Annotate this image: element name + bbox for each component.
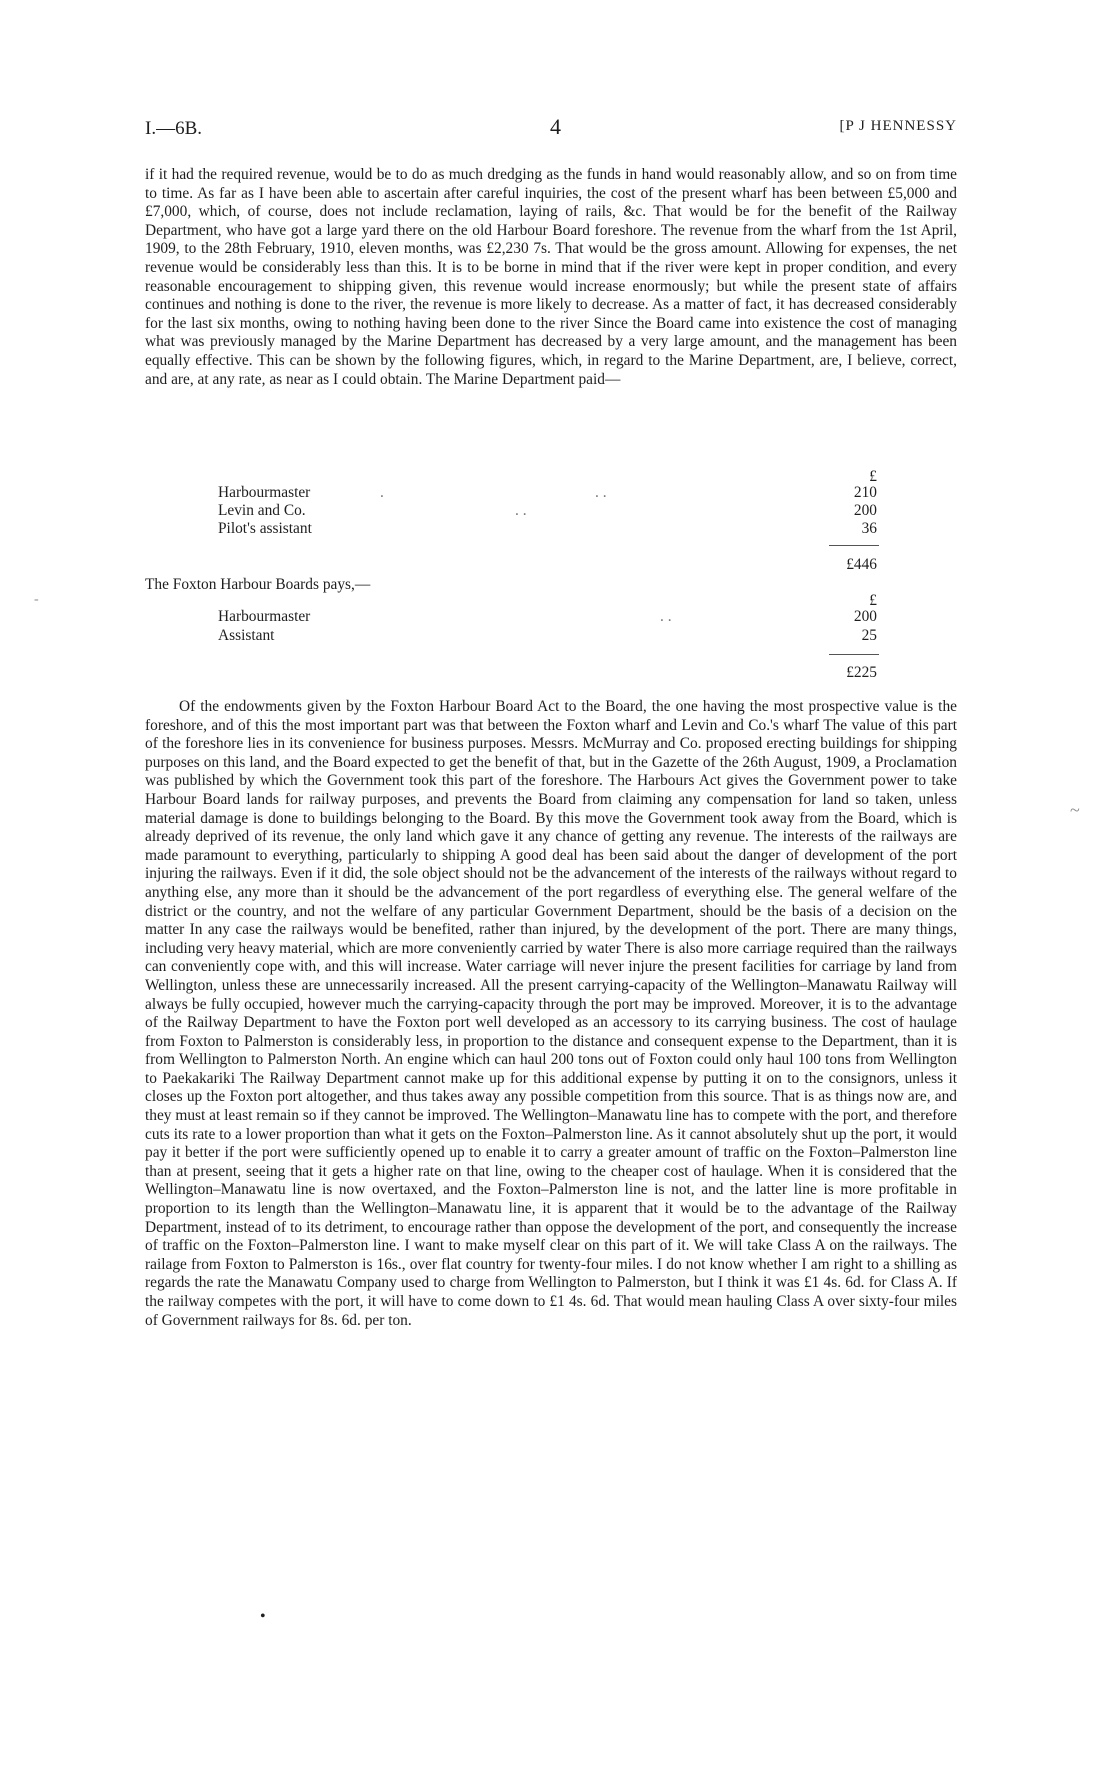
row-label: Harbourmaster xyxy=(218,608,311,625)
row-label: Pilot's assistant xyxy=(218,520,312,537)
row-label: Assistant xyxy=(218,627,275,644)
sum-rule xyxy=(829,545,879,546)
document-reference: I.—6B. xyxy=(145,118,202,139)
speaker-name: [P J HENNESSY xyxy=(839,118,957,134)
row-amount: 210 xyxy=(853,484,877,501)
row-label: Levin and Co. xyxy=(218,502,306,519)
table-total-row xyxy=(145,664,957,683)
leader-dots: . . xyxy=(595,484,607,501)
row-amount: 200 xyxy=(853,502,877,519)
leader-dots: . . xyxy=(515,502,527,519)
table-row xyxy=(145,627,957,646)
page-number: 4 xyxy=(550,114,561,139)
table-row xyxy=(145,502,957,521)
table-row xyxy=(145,608,957,627)
margin-mark: ~ xyxy=(1070,800,1080,820)
table-total-row xyxy=(145,556,957,575)
paragraph-1: if it had the required revenue, would be to do as much dredging as the funds in hand would reasonably allow, and so on from time to time. As far as I have been able to ascertain after careful inquiries, the cost of the present wharf has been between £5,000 and £7,000, which, of course, does not include reclamation, laying of rails, &c. That would be for the benefit of the Railway Department, who have got a large yard there on the old Harbour Board foreshore. The revenue from the wharf from the 1st April, 1909, to the 28th February, 1910, eleven months, was £2,230 7s. That would be the gross amount. Allowing for expenses, the net revenue would be considerably less than this. It is to be borne in mind that if the river were kept in proper condition, and every reasonable encouragement to shipping given, this revenue would increase enormously; but while the present state of affairs continues and nothing is done to the river, the revenue is more likely to decrease. As a matter of fact, it has decreased considerably for the last six months, owing to nothing having been done to the river Since the Board came into existence the cost of managing what was previously managed by the Marine Department has decreased by a very large amount, and the management has been equally effective. This can be shown by the following figures, which, in regard to the Marine Department, are, I believe, correct, and are, at any rate, as near as I could obtain. The Marine Department paid— xyxy=(145,166,957,388)
currency-symbol: £ xyxy=(869,592,877,609)
row-amount: 36 xyxy=(861,520,877,537)
sum-rule xyxy=(829,654,879,655)
page-header xyxy=(145,114,957,146)
leader-dots: . xyxy=(380,484,384,501)
table-total: £225 xyxy=(846,664,877,681)
row-amount: 200 xyxy=(853,608,877,625)
table-row xyxy=(145,520,957,539)
currency-symbol: £ xyxy=(869,468,877,485)
row-label: Harbourmaster xyxy=(218,484,311,501)
leader-dots: . . xyxy=(660,608,672,625)
paragraph-2: Of the endowments given by the Foxton Harbour Board Act to the Board, the one having the most prospective value is the foreshore, and of this the most important part was that between the Foxton wharf and Levin and Co.'s wharf The value of this part of the foreshore lies in its convenience for business purposes. Messrs. McMurray and Co. proposed erecting buildings for shipping purposes on this land, and the Board expected to get the benefit of that, but in the Gazette of the 26th August, 1909, a Proclamation was published by which the Government took this part of the foreshore. The Harbours Act gives the Government power to take Harbour Board lands for railway purposes, and prevents the Board from claiming any compensation for land so taken, unless material damage is done to buildings belonging to the Board. By this move the Government took away from the Board, which is already deprived of its revenue, the only land which gave it any chance of getting any revenue. The interests of the railways are made paramount to everything, particularly to shipping A good deal has been said about the danger of development of the port injuring the railways. Even if it did, the sole object should not be the advancement of the interests of the railways without regard to anything else, any more than it should be the advancement of the port regardless of everything else. The general welfare of the district or the country, and not the welfare of any particular Government Department, should be the basis of a decision on the matter In any case the railways would be benefited, rather than injured, by the development of the port. There are many things, including very heavy material, which are more conveniently carried by water There is also more carriage required than the railways can conveniently cope with, and this will increase. Water carriage will never injure the present facilities for carriage by land from Wellington, unless these are unnecessarily increased. All the present carrying-capacity of the Wellington–Manawatu Railway will always be fully occupied, however much the carrying-capacity through the port may be improved. Moreover, it is to the advantage of the Railway Department to have the Foxton port well developed as an accessory to its carrying business. The cost of haulage from Foxton to Palmerston is considerably less, in proportion to the distance and consequent expense to the Department, than it is from Wellington to Palmerston North. An engine which can haul 200 tons out of Foxton could only haul 100 tons from Wellington to Paekakariki The Railway Department cannot make up for this additional expense by putting it on to the consignors, unless it closes up the Foxton port altogether, and thus takes away any possible competition from this source. That is as things now are, and they must at least remain so if they cannot be improved. The Wellington–Manawatu line has to compete with the port, and therefore cuts its rate to a lower proportion than what it gets on the Foxton–Palmerston line. As it cannot absolutely shut up the port, it would pay it better if the port were sufficiently opened up to enable it to carry a greater amount of traffic on the Foxton–Palmerston line than at present, seeing that it gets a higher rate on that line, owing to the cheaper cost of haulage. When it is considered that the Wellington–Manawatu line is now overtaxed, and the Foxton–Palmerston line is not, and the latter line is more profitable in proportion to its length than the Wellington–Manawatu line, it is apparent that it would be to the advantage of the Railway Department, instead of to its detriment, to encourage rather than oppose the development of the port, and consequently the increase of traffic on the Foxton–Palmerston line. I want to make myself clear on this part of it. We will take Class A on the railways. The railage from Foxton to Palmerston is 16s., over flat country for twenty-four miles. I do not know whether I am right to a shilling as regards the rate the Manawatu Company used to charge from Wellington to Palmerston, but I think it was £1 4s. 6d. for Class A. If the railway competes with the port, it will have to come down to £1 4s. 6d. That would mean hauling Class A over sixty-four miles of Government railways for 8s. 6d. per ton. xyxy=(145,698,957,1329)
table-intro: The Foxton Harbour Boards pays,— xyxy=(145,576,371,593)
ink-dot: • xyxy=(260,1608,266,1625)
row-amount: 25 xyxy=(861,627,877,644)
margin-mark: - xyxy=(34,592,39,607)
table-row xyxy=(145,484,957,503)
table-total: £446 xyxy=(846,556,877,573)
